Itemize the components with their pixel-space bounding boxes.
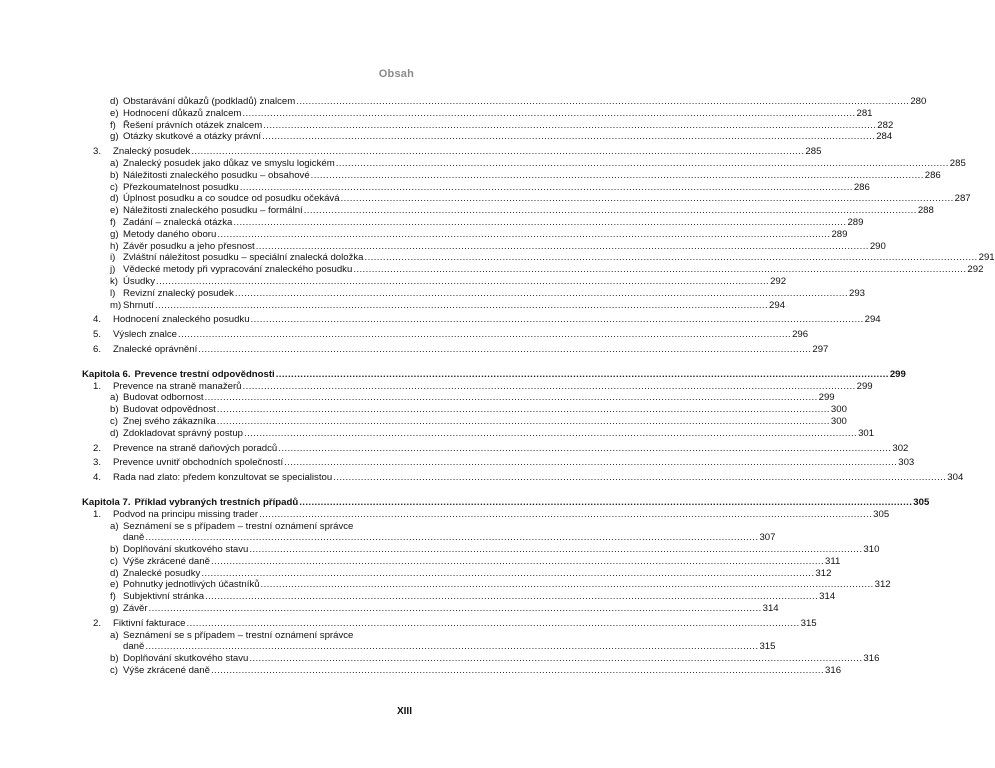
toc-leader-dots [251,314,864,326]
toc-leader-dots [311,170,924,182]
toc-entry-number: e) [110,107,119,119]
toc-entry-title: Pohnutky jednotlivých účastníků [123,579,260,591]
toc-entry-title: Prevence trestní odpovědnosti [134,368,275,380]
toc-subsection-entry [82,532,776,544]
toc-entry-number: b) [110,653,119,665]
toc-entry-number: 1. [93,508,102,520]
toc-entry-number: a) [110,520,119,532]
toc-subsection-entry [82,630,414,642]
toc-entry-number: 6. [93,343,102,355]
toc-subsection-entry [82,415,847,428]
toc-entry-page: 301 [858,427,875,439]
toc-entry-number: Kapitola 6. [82,368,131,380]
toc-entry-title: Znalecký posudek jako důkaz ve smyslu logickém [123,157,335,169]
toc-subsection-entry [82,521,414,533]
toc-entry-title: Znalecké posudky [123,567,201,579]
toc-leader-dots [262,131,875,143]
toc-entry-title: Výše zkrácené daně [123,665,210,677]
toc-entry-title: Náležitosti znaleckého posudku – formální [123,205,303,217]
toc-subsection-entry [82,264,984,276]
toc-entry-page: 286 [853,181,870,193]
toc-entry-number: a) [110,157,119,169]
toc-entry-page: 316 [863,653,880,665]
toc-leader-dots [249,544,862,556]
toc-entry-number: g) [110,603,119,615]
toc-entry-title: Doplňování skutkového stavu [123,544,249,556]
toc-entry-number: c) [110,181,118,193]
toc-entry-page: 284 [876,131,893,143]
toc-leader-dots [178,329,791,341]
toc-entry-number: 3. [93,457,102,469]
toc-entry-title: Podvod na principu missing trader [113,508,259,520]
toc-entry-title: Znalecký posudek [113,146,191,158]
toc-entry-page: 290 [869,240,886,252]
toc-entry-page: 302 [892,442,909,454]
toc-entry-number: i) [110,252,116,264]
toc-entry-page: 310 [863,544,880,556]
toc-leader-dots [211,556,824,568]
toc-entry-title: Znej svého zákazníka [123,415,216,427]
toc-subsection-entry [82,641,776,653]
table-of-contents [82,96,995,677]
toc-entry-page: 307 [759,532,776,544]
toc-subsection-entry [82,555,841,568]
toc-subsection-entry [82,131,893,143]
toc-entry-page: 285 [949,157,966,169]
toc-entry-title: Znalecké oprávnění [113,343,198,355]
toc-leader-dots [341,193,954,205]
toc-entry-title: Budovat odbornost [123,392,204,404]
toc-leader-dots [336,158,949,170]
toc-entry-number: 3. [93,146,102,158]
toc-section-entry [82,146,822,158]
toc-leader-dots [235,288,848,300]
toc-section-entry [82,343,829,356]
toc-section-entry [82,617,817,630]
toc-leader-dots [191,146,804,158]
toc-leader-dots [211,665,824,677]
toc-entry-page: 285 [805,146,822,158]
toc-subsection-entry [82,96,927,108]
toc-leader-dots [333,472,946,484]
toc-entry-number: 2. [93,442,102,454]
toc-entry-title: Subjektivní stránka [123,591,205,603]
toc-subsection-entry [82,228,848,241]
toc-section-entry [82,314,881,326]
toc-entry-title: Doplňování skutkového stavu [123,653,249,665]
toc-entry-title: Rada nad zlato: předem konzultovat se specialistou [113,472,333,484]
toc-entry-title: Výše zkrácené daně [123,555,210,567]
toc-entry-page: 315 [759,641,776,653]
toc-entry-page: 305 [873,508,890,520]
toc-entry-page: 304 [947,472,964,484]
toc-entry-page: 287 [954,193,971,205]
toc-entry-title: Budovat odpovědnost [123,404,216,416]
toc-entry-number: k) [110,275,118,287]
toc-entry-page: 300 [830,415,847,427]
toc-section-entry [82,380,873,393]
toc-entry-page: 299 [818,392,835,404]
toc-entry-title: Zvláštní náležitost posudku – speciální znalecká doložka [123,252,364,264]
toc-leader-dots [244,428,857,440]
toc-entry-number: f) [110,591,116,603]
toc-entry-title: Úplnost posudku a co soudce od posudku očekává [123,193,340,205]
toc-entry-title: Výslech znalce [113,329,177,341]
toc-entry-title: Zdokladovat správný postup [123,427,243,439]
toc-subsection-entry [82,181,870,194]
toc-entry-number: g) [110,131,119,143]
toc-entry-number: g) [110,228,119,240]
toc-entry-page: 305 [913,496,930,508]
toc-entry-page: 299 [856,380,873,392]
toc-subsection-entry [82,193,971,205]
toc-leader-dots [240,182,853,194]
toc-entry-title: daně [123,641,145,653]
toc-entry-number: 4. [93,314,102,326]
toc-subsection-entry [82,275,787,288]
toc-entry-number: d) [110,427,119,439]
toc-entry-number: b) [110,404,119,416]
toc-entry-page: 292 [770,275,787,287]
toc-entry-number: b) [110,169,119,181]
toc-entry-title: Fiktivní fakturace [113,617,186,629]
toc-entry-title: daně [123,532,145,544]
toc-leader-dots [243,381,856,393]
toc-subsection-entry [82,216,864,229]
toc-entry-page: 314 [819,591,836,603]
toc-subsection-entry [82,665,842,677]
toc-entry-page: 299 [889,368,906,380]
toc-entry-title: Hodnocení důkazů znalcem [123,107,242,119]
toc-entry-number: f) [110,119,116,131]
toc-subsection-entry [82,299,786,312]
toc-entry-number: d) [110,567,119,579]
toc-entry-title: Prevence na straně manažerů [113,380,242,392]
running-header: Obsah [378,68,414,80]
toc-chapter-entry [82,368,906,381]
toc-entry-title: Příklad vybraných trestních případů [134,496,299,508]
toc-entry-page: 316 [825,665,842,677]
toc-entry-number: e) [110,205,119,217]
toc-leader-dots [278,443,891,455]
toc-entry-number: c) [110,415,118,427]
toc-entry-title: Hodnocení znaleckého posudku [113,314,250,326]
toc-entry-page: 312 [874,579,891,591]
toc-entry-page: 289 [847,216,864,228]
toc-subsection-entry [82,287,866,300]
toc-subsection-entry [82,591,836,603]
toc-entry-number: d) [110,193,119,205]
toc-entry-title: Seznámení se s případem – trestní oznámení správce [123,629,354,641]
toc-leader-dots [217,229,830,241]
toc-section-entry [82,442,909,455]
toc-entry-page: 315 [800,617,817,629]
toc-leader-dots [156,276,769,288]
toc-entry-page: 291 [978,252,995,264]
page-number: XIII [396,706,412,717]
toc-entry-number: 5. [93,329,102,341]
toc-entry-title: Prevence uvnitř obchodních společností [113,457,284,469]
toc-subsection-entry [82,567,832,580]
toc-entry-page: 303 [898,457,915,469]
toc-entry-title: Závěr [123,603,148,615]
toc-leader-dots [187,618,800,630]
toc-entry-number: l) [110,287,116,299]
toc-subsection-entry [82,392,835,404]
toc-section-entry [82,508,890,521]
toc-entry-number: d) [110,96,119,107]
toc-subsection-entry [82,404,847,416]
toc-subsection-entry [82,653,880,665]
toc-entry-page: 294 [769,299,786,311]
toc-leader-dots [198,344,811,356]
toc-entry-number: 1. [93,380,102,392]
toc-leader-dots [365,252,978,264]
toc-entry-page: 293 [849,287,866,299]
toc-entry-title: Závěr posudku a jeho přesnost [123,240,255,252]
toc-entry-title: Úsudky [123,275,155,287]
toc-entry-page: 296 [792,329,809,341]
toc-leader-dots [145,641,758,653]
toc-entry-number: a) [110,392,119,404]
toc-subsection-entry [82,603,779,615]
toc-leader-dots [256,241,869,253]
toc-leader-dots [259,509,872,521]
toc-leader-dots [261,579,874,591]
toc-leader-dots [263,120,876,132]
toc-entry-page: 281 [856,107,873,119]
toc-entry-title: Přezkoumatelnost posudku [123,181,239,193]
toc-leader-dots [201,568,814,580]
toc-subsection-entry [82,205,934,217]
toc-entry-number: f) [110,216,116,228]
toc-entry-page: 286 [924,169,941,181]
toc-leader-dots [284,457,897,469]
toc-leader-dots [145,532,758,544]
toc-entry-page: 312 [815,567,832,579]
toc-entry-page: 311 [825,555,841,567]
toc-section-entry [82,329,809,341]
toc-entry-title: Seznámení se s případem – trestní oznámení správce [123,520,354,532]
toc-entry-number: j) [110,264,116,276]
toc-entry-title: Otázky skutkové a otázky právní [123,131,262,143]
toc-section-entry [82,472,964,484]
toc-entry-title: Prevence na straně daňových poradců [113,442,278,454]
toc-subsection-entry [82,579,891,591]
toc-entry-number: h) [110,240,119,252]
toc-leader-dots [217,416,830,428]
toc-entry-title: Revizní znalecký posudek [123,287,234,299]
toc-entry-title: Metody daného oboru [123,228,217,240]
toc-leader-dots [304,205,917,217]
toc-entry-title: Náležitosti znaleckého posudku – obsahové [123,169,310,181]
toc-entry-title: Řešení právních otázek znalcem [123,119,263,131]
toc-entry-page: 282 [877,119,894,131]
toc-entry-number: e) [110,579,119,591]
toc-subsection-entry [82,169,941,182]
toc-entry-number: c) [110,555,118,567]
toc-entry-number: c) [110,665,118,677]
toc-entry-page: 300 [830,404,847,416]
toc-leader-dots [296,96,909,108]
toc-leader-dots [155,300,768,312]
toc-entry-page: 280 [910,96,927,107]
toc-leader-dots [242,108,855,120]
toc-entry-number: b) [110,544,119,556]
toc-entry-page: 314 [762,603,779,615]
toc-leader-dots [149,603,762,615]
toc-entry-title: Zadání – znalecká otázka [123,216,233,228]
toc-leader-dots [233,217,846,229]
toc-entry-title: Shrnutí [123,299,154,311]
toc-leader-dots [353,264,966,276]
toc-entry-page: 294 [864,314,881,326]
toc-leader-dots [299,497,912,509]
toc-entry-number: Kapitola 7. [82,496,131,508]
toc-leader-dots [249,653,862,665]
toc-entry-number: m) [110,299,122,311]
toc-entry-title: Obstarávání důkazů (podkladů) znalcem [123,96,296,107]
toc-entry-number: 2. [93,617,102,629]
toc-subsection-entry [82,427,875,440]
toc-leader-dots [205,392,818,404]
toc-entry-page: 292 [967,264,984,276]
toc-leader-dots [217,404,830,416]
toc-entry-number: 4. [93,472,102,484]
toc-entry-page: 288 [917,205,934,217]
toc-entry-title: Vědecké metody při vypracování znaleckého posudku [123,264,353,276]
toc-chapter-entry [82,496,930,509]
toc-entry-page: 297 [812,343,829,355]
toc-subsection-entry [82,157,966,170]
toc-section-entry [82,457,915,469]
toc-entry-page: 289 [831,228,848,240]
toc-subsection-entry [82,544,880,556]
toc-leader-dots [205,591,818,603]
toc-subsection-entry [82,119,894,132]
toc-entry-number: a) [110,629,119,641]
toc-leader-dots [276,369,889,381]
toc-subsection-entry [82,240,886,253]
toc-subsection-entry [82,252,995,264]
toc-subsection-entry [82,107,873,120]
